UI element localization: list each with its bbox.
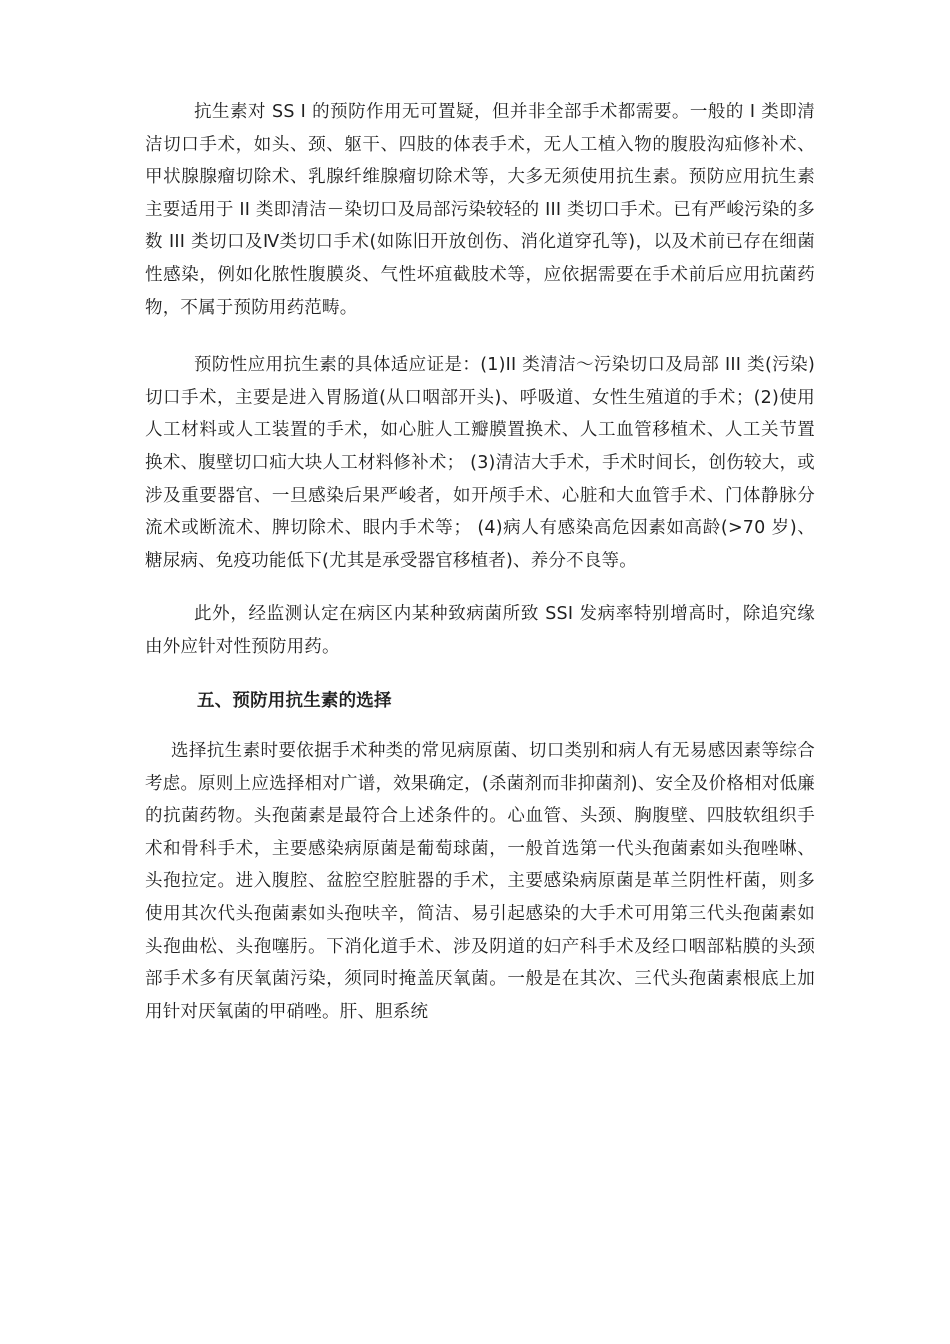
paragraph-ssi-prevention-scope: 抗生素对 SS I 的预防作用无可置疑，但并非全部手术都需要。一般的 I 类即清洁切口手术，如头、颈、躯干、四肢的体表手术，无人工植入物的腹股沟疝修补术、甲状腺腺瘤切除术、乳腺纤维腺瘤切除术等，大多无须使用抗生素。预防应用抗生素主要适用于 II 类即清洁－染切口及局部污染较轻的 III 类切口手术。已有严峻污染的多数 III 类切口及Ⅳ类切口手术(如陈旧开放创伤、消化道穿孔等)，以及术前已存在细菌性感染，例如化脓性腹膜炎、气性坏疽截肢术等，应依据需要在手术前后应用抗菌药物，不属于预防用药范畴。 [145,102,815,318]
paragraph-antibiotic-selection: 选择抗生素时要依据手术种类的常见病原菌、切口类别和病人有无易感因素等综合考虑。原则上应选择相对广谱，效果确定，(杀菌剂而非抑菌剂)、安全及价格相对低廉的抗菌药物。头孢菌素是最符合上述条件的。心血管、头颈、胸腹壁、四肢软组织手术和骨科手术，主要感染病原菌是葡萄球菌，一般首选第一代头孢菌素如头孢唑啉、头孢拉定。进入腹腔、盆腔空腔脏器的手术，主要感染病原菌是革兰阴性杆菌，则多使用其次代头孢菌素如头孢呋辛，简洁、易引起感染的大手术可用第三代头孢菌素如头孢曲松、头孢噻肟。下消化道手术、涉及阴道的妇产科手术及经口咽部粘膜的头颈部手术多有厌氧菌污染，须同时掩盖厌氧菌。一般是在其次、三代头孢菌素根底上加用针对厌氧菌的甲硝唑。肝、胆系统 [145,741,815,1022]
document-body [145,96,815,1028]
paragraph-indications: 预防性应用抗生素的具体适应证是：(1)II 类清洁～污染切口及局部 III 类(污染)切口手术，主要是进入胃肠道(从口咽部开头)、呼吸道、女性生殖道的手术；(2)使用人工材料或人工装置的手术，如心脏人工瓣膜置换术、人工血管移植术、人工关节置换术、腹壁切口疝大块人工材料修补术； (3)清洁大手术，手术时间长，创伤较大，或涉及重要器官、一旦感染后果严峻者，如开颅手术、心脏和大血管手术、门体静脉分流术或断流术、脾切除术、眼内手术等； (4)病人有感染高危因素如高龄(>70 岁)、糖尿病、免疫功能低下(尤其是承受器官移植者)、养分不良等。 [145,355,815,571]
paragraph-surveillance-note: 此外，经监测认定在病区内某种致病菌所致 SSI 发病率特别增高时，除追究缘由外应针对性预防用药。 [145,604,815,657]
section-heading: 五、预防用抗生素的选择 [197,690,392,711]
